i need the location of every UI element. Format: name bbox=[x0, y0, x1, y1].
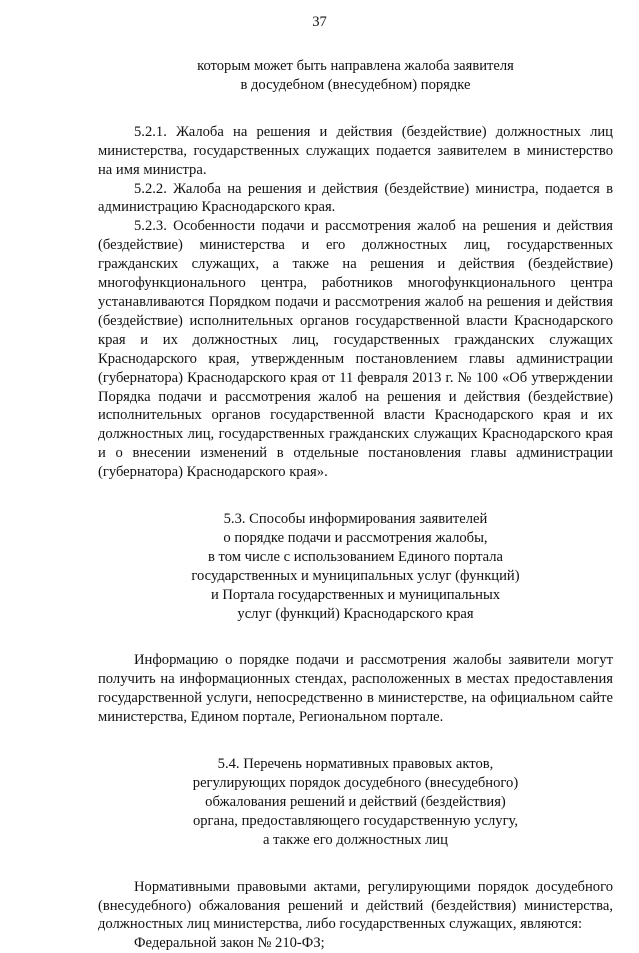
paragraph-5-2-1: 5.2.1. Жалоба на решения и действия (бездействие) должностных лиц министерства, государственных служащих подается заявителем в министерство на имя министра. bbox=[98, 123, 613, 178]
section-5-4-list-item: Федеральной закон № 210-ФЗ; bbox=[134, 935, 325, 952]
spacer bbox=[98, 850, 613, 878]
heading-line: а также его должностных лиц bbox=[263, 831, 448, 848]
spacer bbox=[98, 727, 613, 755]
section-5-4-paragraph: Нормативными правовыми актами, регулирующими порядок досудебного (внесудебного) обжалования решений и действий (бездействия) министерства, должностных лиц министерства, либо государственных служащих, являются: bbox=[98, 878, 613, 933]
heading-line: в досудебном (внесудебном) порядке bbox=[240, 76, 471, 93]
spacer bbox=[98, 482, 613, 510]
heading-line: государственных и муниципальных услуг (функций) bbox=[191, 567, 520, 584]
heading-line: органа, предоставляющего государственную услугу, bbox=[192, 812, 519, 829]
heading-line: услуг (функций) Краснодарского края bbox=[237, 605, 474, 622]
section-5-3-heading bbox=[98, 510, 613, 623]
heading-line: которым может быть направлена жалоба заявителя bbox=[197, 58, 514, 74]
section-5-4-heading bbox=[98, 755, 613, 850]
document-body bbox=[98, 57, 613, 953]
heading-line: о порядке подачи и рассмотрения жалобы, bbox=[223, 529, 488, 546]
heading-line: 5.3. Способы информирования заявителей bbox=[223, 511, 488, 528]
heading-line: в том числе с использованием Единого портала bbox=[207, 548, 504, 565]
intro-heading bbox=[98, 57, 613, 95]
paragraph-5-2-3: 5.2.3. Особенности подачи и рассмотрения жалоб на решения и действия (бездействие) министерства и его должностных лиц, государственных гражданских служащих, а также на решения и действия (бездействие) многофункционального центра, работников многофункционального центра устанавливаются Порядком подачи и рассмотрения жалоб на решения и действия (бездействие) исполнительных органов государственной власти Краснодарского края и их должностных лиц, государственных гражданских служащих Краснодарского края, утвержденным постановлением главы администрации (губернатора) Краснодарского края от 11 февраля 2013 г. № 100 «Об утверждении Порядка подачи и рассмотрения жалоб на решения и действия (бездействие) исполнительных органов государственной власти Краснодарского края и их должностных лиц, государственных гражданских служащих Краснодарского края и о внесении изменений в отдельные постановления главы администрации (губернатора) Краснодарского края». bbox=[98, 218, 613, 481]
page-number: 37 bbox=[312, 14, 327, 30]
section-5-3-paragraph: Информацию о порядке подачи и рассмотрения жалобы заявители могут получить на информационных стендах, расположенных в местах предоставления государственной услуги, непосредственно в министерстве, на официальном сайте министерства, Едином портале, Региональном портале. bbox=[98, 652, 613, 726]
heading-line: обжалования решений и действий (бездействия) bbox=[205, 793, 506, 810]
heading-line: регулирующих порядок досудебного (внесудебного) bbox=[192, 775, 519, 791]
paragraph-5-2-2: 5.2.2. Жалоба на решения и действия (бездействие) министра, подается в администрацию Краснодарского края. bbox=[98, 180, 613, 216]
heading-line: 5.4. Перечень нормативных правовых актов, bbox=[217, 756, 494, 773]
heading-line: и Портала государственных и муниципальных bbox=[210, 586, 501, 603]
spacer bbox=[98, 623, 613, 651]
spacer bbox=[98, 95, 613, 123]
